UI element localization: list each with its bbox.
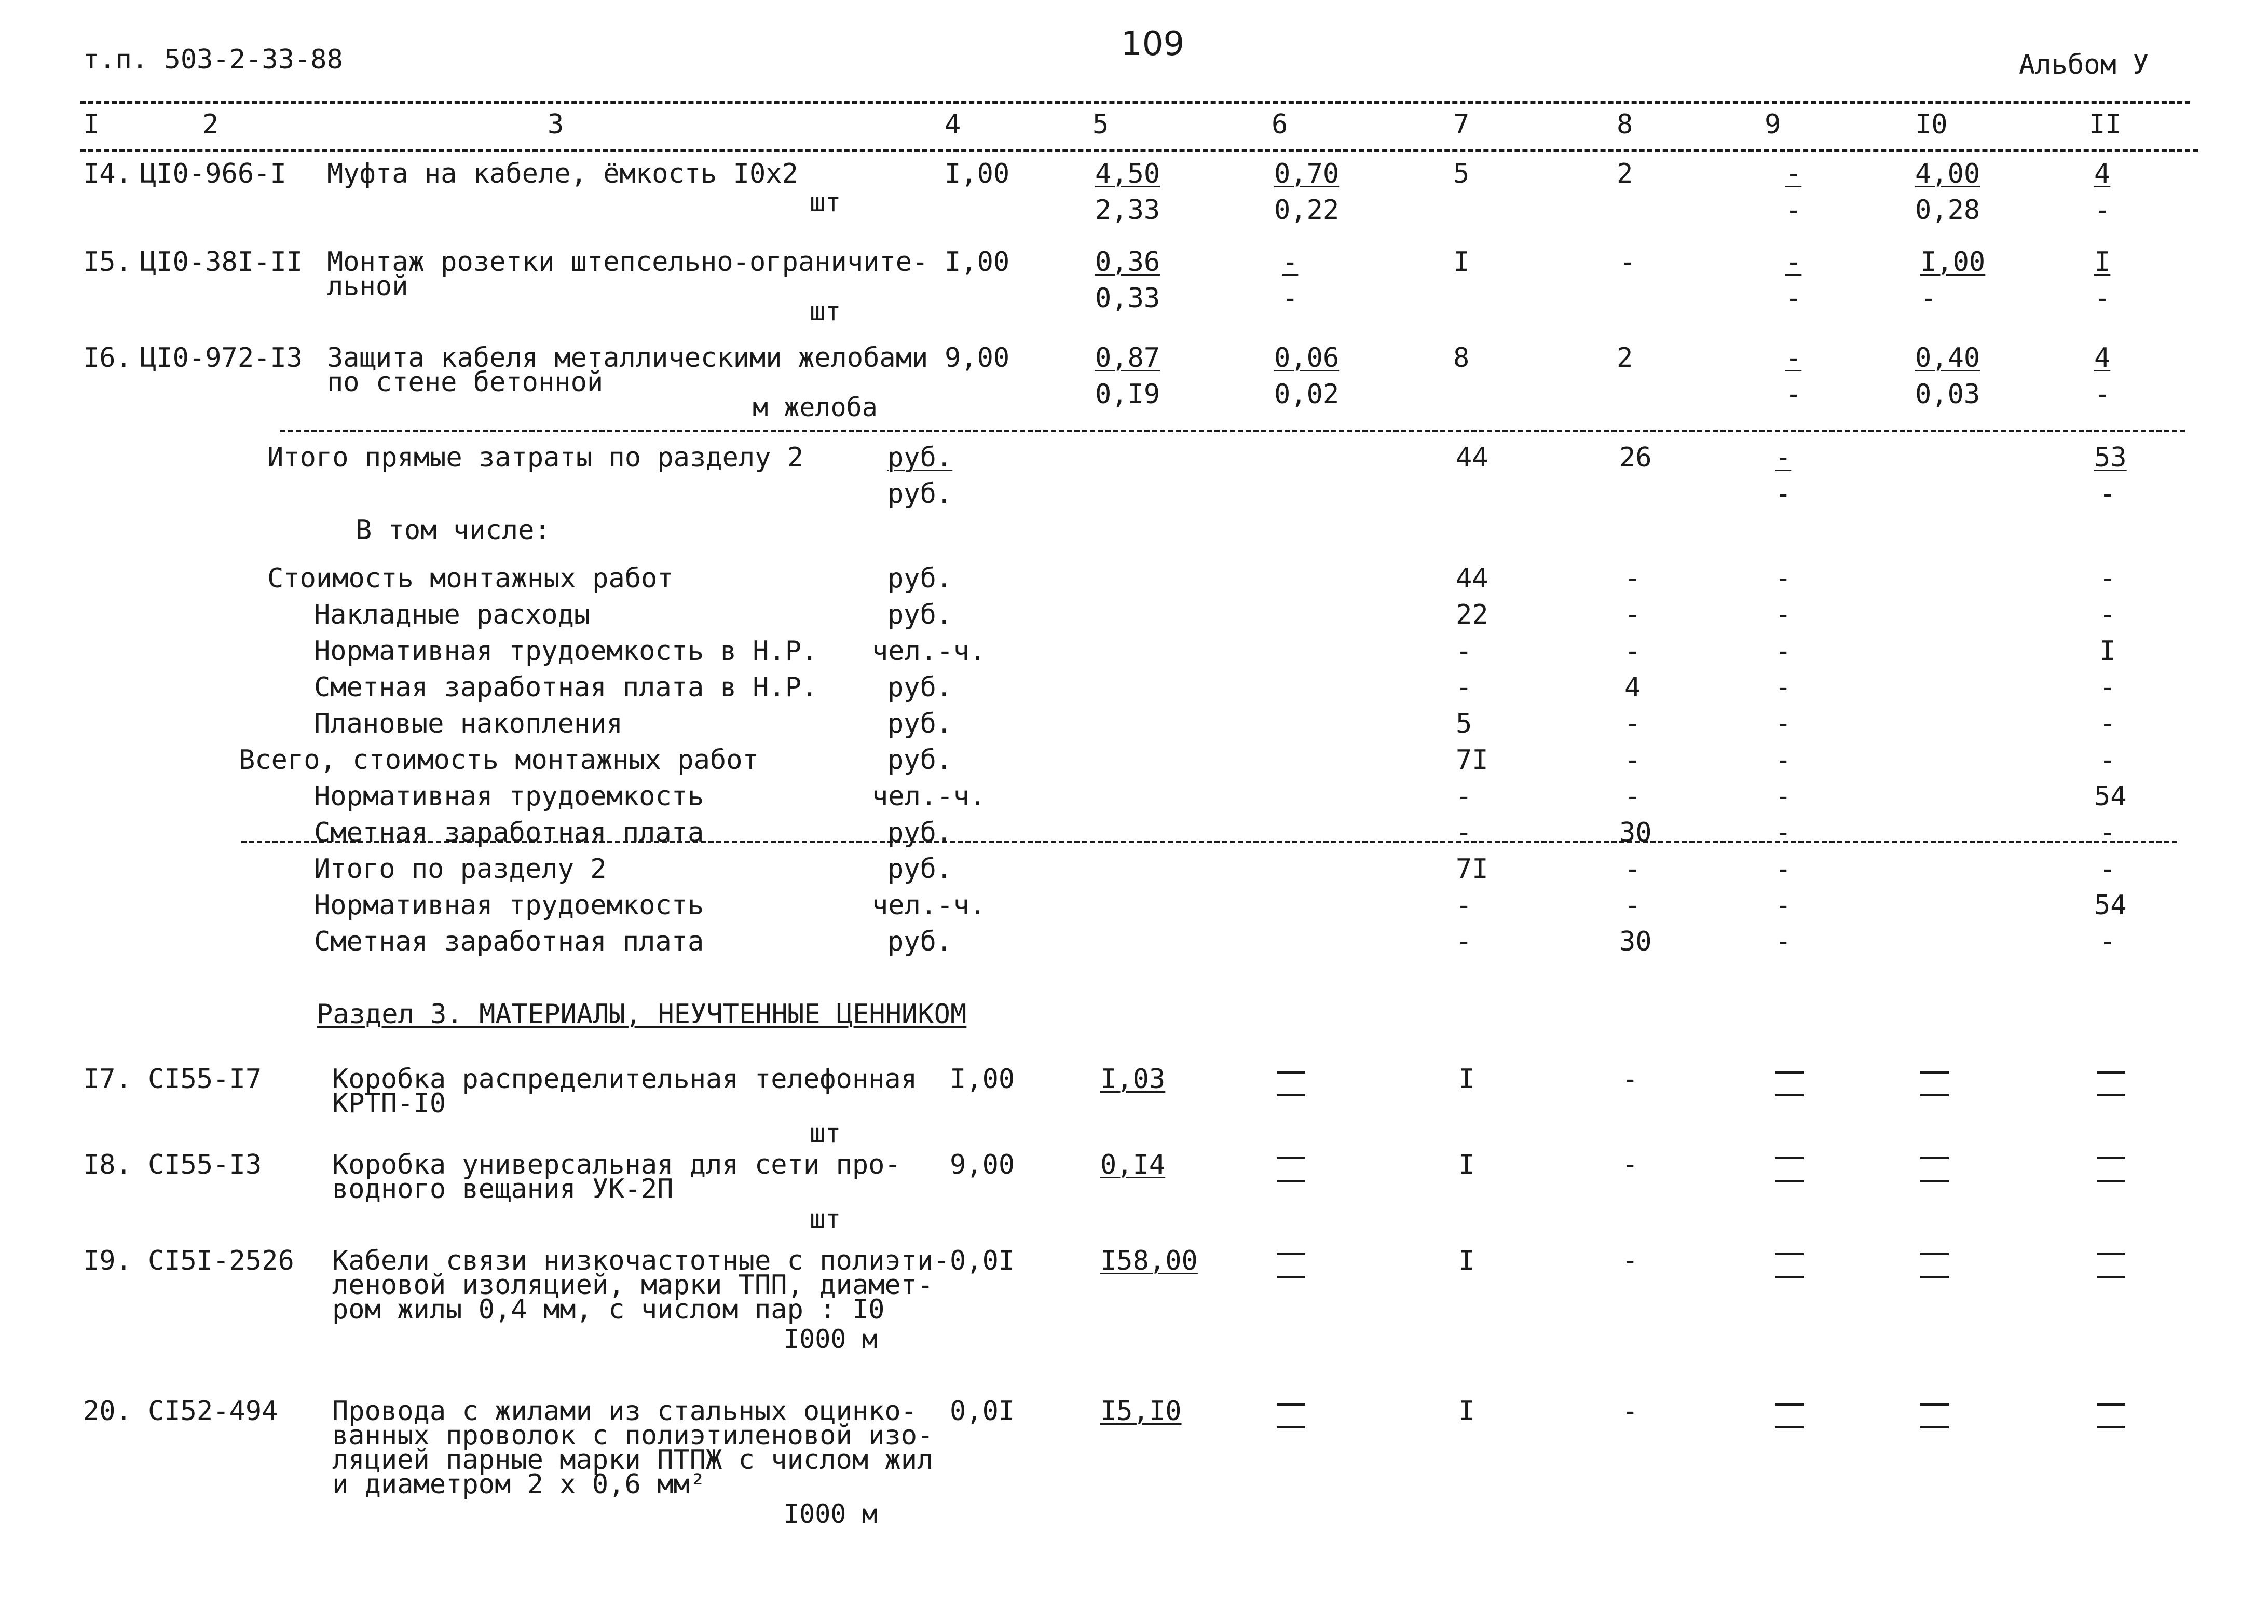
row-unit: I000 м — [784, 1499, 878, 1529]
row-description: и диаметром 2 x 0,6 мм² — [332, 1469, 706, 1500]
dash-mark — [1277, 1157, 1305, 1182]
dash-mark — [1775, 1253, 1804, 1278]
row-description: Кабели связи низкочастотные с полиэти- — [332, 1245, 950, 1276]
row-description: по стене бетонной — [327, 367, 604, 398]
summary-label: Нормативная трудоемкость в Н.Р. — [314, 636, 818, 667]
row-number: I9. — [83, 1245, 132, 1276]
cell-c6a: 0,06 — [1274, 342, 1340, 374]
summary-label: Всего, стоимость монтажных работ — [239, 745, 759, 776]
summary-unit: руб. — [887, 745, 953, 776]
summary-c8: - — [1624, 599, 1641, 630]
section-divider — [280, 430, 2185, 432]
summary-c11: - — [2099, 478, 2116, 510]
summary-unit: руб. — [887, 817, 953, 848]
cell-c5: I58,00 — [1100, 1245, 1198, 1276]
col-8: 8 — [1617, 109, 1633, 140]
row-code: CI55-I7 — [148, 1064, 262, 1095]
row-code: CI5I-2526 — [148, 1245, 294, 1276]
summary-c9: - — [1775, 890, 1792, 921]
dash-mark — [1920, 1157, 1949, 1182]
dash-mark — [2097, 1071, 2125, 1096]
summary-c7: - — [1456, 781, 1472, 812]
summary-c7: 22 — [1456, 599, 1488, 630]
summary-c11: - — [2099, 563, 2116, 594]
summary-c7: - — [1456, 926, 1472, 957]
dash-mark — [1920, 1071, 1949, 1096]
row-description: льной — [327, 271, 408, 302]
row-number: 20. — [83, 1396, 132, 1427]
row-number: I5. — [83, 246, 132, 278]
summary-c7: 44 — [1456, 563, 1488, 594]
dash-mark — [2097, 1253, 2125, 1278]
summary-unit: руб. — [887, 442, 953, 473]
summary-unit: чел.-ч. — [872, 890, 986, 921]
summary-c7: 7I — [1456, 854, 1488, 885]
summary-c11: 53 — [2094, 442, 2127, 473]
summary-c11: 54 — [2094, 781, 2127, 812]
col-6: 6 — [1272, 109, 1288, 140]
summary-unit: руб. — [887, 926, 953, 957]
cell-c9b: - — [1785, 283, 1802, 314]
row-description: леновой изоляцией, марки ТПП, диамет- — [332, 1270, 934, 1301]
summary-unit: руб. — [887, 563, 953, 594]
dash-mark — [1277, 1253, 1305, 1278]
row-unit: шт — [810, 1204, 841, 1234]
summary-c11: I — [2099, 636, 2116, 667]
summary-c7: 5 — [1456, 708, 1472, 739]
cell-c7: I — [1458, 1245, 1475, 1276]
summary-unit: руб. — [887, 672, 953, 703]
summary-c8: - — [1624, 781, 1641, 812]
cell-c9a: - — [1785, 246, 1802, 278]
cell-c11b: - — [2094, 379, 2111, 410]
summary-c8: - — [1624, 708, 1641, 739]
summary-divider — [241, 841, 2177, 843]
cell-c8: - — [1622, 1396, 1638, 1427]
row-number: I6. — [83, 342, 132, 374]
dash-mark — [1775, 1157, 1804, 1182]
dash-mark — [1920, 1403, 1949, 1428]
dash-mark — [1277, 1071, 1305, 1096]
row-code: ЦI0-972-I3 — [140, 342, 303, 374]
summary-c9: - — [1775, 478, 1792, 510]
row-description: водного вещания УК-2П — [332, 1174, 674, 1205]
cell-c8: - — [1622, 1149, 1638, 1180]
row-description: ванных проволок с полиэтиленовой изо- — [332, 1420, 934, 1451]
cell-c5b: 2,33 — [1095, 195, 1160, 226]
summary-c8: - — [1624, 745, 1641, 776]
cell-c4: I,00 — [945, 158, 1010, 189]
summary-unit: чел.-ч. — [872, 636, 986, 667]
summary-label: Сметная заработная плата в Н.Р. — [314, 672, 818, 703]
summary-c7: 7I — [1456, 745, 1488, 776]
cell-c6b: 0,22 — [1274, 195, 1340, 226]
summary-c9: - — [1775, 708, 1792, 739]
cell-c7: 5 — [1453, 158, 1470, 189]
cell-c11b: - — [2094, 195, 2111, 226]
row-code: CI52-494 — [148, 1396, 278, 1427]
summary-c11: - — [2099, 817, 2116, 848]
summary-label: Сметная заработная плата — [314, 817, 704, 848]
summary-label: Накладные расходы — [314, 599, 591, 630]
row-code: ЦI0-966-I — [140, 158, 286, 189]
row-unit: I000 м — [784, 1324, 878, 1354]
section-3-title: Раздел 3. МАТЕРИАЛЫ, НЕУЧТЕННЫЕ ЦЕННИКОМ — [317, 999, 967, 1030]
summary-c7: - — [1456, 817, 1472, 848]
cell-c9a: - — [1785, 158, 1802, 189]
row-description: Провода с жилами из стальных оцинко- — [332, 1396, 918, 1427]
cell-c5b: 0,33 — [1095, 283, 1160, 314]
row-description: Защита кабеля металлическими желобами — [327, 342, 928, 374]
row-description: ром жилы 0,4 мм, с числом пар : I0 — [332, 1294, 885, 1325]
summary-c8: 26 — [1619, 442, 1652, 473]
header-rule-top — [80, 101, 2190, 104]
row-number: I8. — [83, 1149, 132, 1180]
cell-c5a: 0,36 — [1095, 246, 1160, 278]
cell-c11b: - — [2094, 283, 2111, 314]
row-unit: шт — [810, 1118, 841, 1148]
dash-mark — [1775, 1071, 1804, 1096]
summary-c11: 54 — [2094, 890, 2127, 921]
cell-c5: I5,I0 — [1100, 1396, 1182, 1427]
row-code: ЦI0-38I-II — [140, 246, 303, 278]
cell-c7: 8 — [1453, 342, 1470, 374]
cell-c6a: 0,70 — [1274, 158, 1340, 189]
row-description: ляцией парные марки ПТПЖ с числом жил — [332, 1444, 934, 1476]
dash-mark — [1277, 1403, 1305, 1428]
row-unit: шт — [810, 296, 841, 326]
summary-c11: - — [2099, 926, 2116, 957]
cell-c4: I,00 — [945, 246, 1010, 278]
col-10: I0 — [1915, 109, 1948, 140]
summary-unit: руб. — [887, 478, 953, 510]
summary-c9: - — [1775, 854, 1792, 885]
cell-c9b: - — [1785, 195, 1802, 226]
cell-c10a: 0,40 — [1915, 342, 1980, 374]
document-code: т.п. 503-2-33-88 — [83, 44, 343, 75]
row-description: Монтаж розетки штепсельно-ограничите- — [327, 246, 928, 278]
cell-c6a: - — [1282, 246, 1299, 278]
summary-label: Сметная заработная плата — [314, 926, 704, 957]
cell-c5b: 0,I9 — [1095, 379, 1160, 410]
col-5: 5 — [1092, 109, 1109, 140]
row-description: Коробка универсальная для сети про- — [332, 1149, 901, 1180]
summary-c8: 30 — [1619, 817, 1652, 848]
cell-c4: I,00 — [950, 1064, 1015, 1095]
summary-c11: - — [2099, 708, 2116, 739]
summary-c8: - — [1624, 563, 1641, 594]
summary-label: Стоимость монтажных работ — [267, 563, 674, 594]
cell-c5a: 0,87 — [1095, 342, 1160, 374]
summary-label: В том числе: — [356, 515, 551, 546]
summary-c7: 44 — [1456, 442, 1488, 473]
summary-c11: - — [2099, 854, 2116, 885]
cell-c9b: - — [1785, 379, 1802, 410]
summary-c8: 4 — [1624, 672, 1641, 703]
summary-c9: - — [1775, 817, 1792, 848]
cell-c10b: 0,28 — [1915, 195, 1980, 226]
summary-label: Плановые накопления — [314, 708, 623, 739]
summary-c9: - — [1775, 636, 1792, 667]
summary-c8: - — [1624, 636, 1641, 667]
dash-mark — [2097, 1157, 2125, 1182]
cell-c7: I — [1458, 1396, 1475, 1427]
col-4: 4 — [945, 109, 961, 140]
col-2: 2 — [202, 109, 219, 140]
cell-c10b: - — [1920, 283, 1937, 314]
row-description: Муфта на кабеле, ёмкость I0x2 — [327, 158, 798, 189]
summary-c9: - — [1775, 745, 1792, 776]
cell-c9a: - — [1785, 342, 1802, 374]
col-1: I — [83, 109, 100, 140]
summary-label: Нормативная трудоемкость — [314, 890, 704, 921]
row-description: Коробка распределительная телефонная — [332, 1064, 918, 1095]
cell-c7: I — [1458, 1064, 1475, 1095]
cell-c4: 0,0I — [950, 1245, 1015, 1276]
summary-c8: - — [1624, 890, 1641, 921]
summary-c9: - — [1775, 563, 1792, 594]
summary-c7: - — [1456, 636, 1472, 667]
cell-c8: 2 — [1617, 342, 1633, 374]
cell-c7: I — [1453, 246, 1470, 278]
cell-c10a: 4,00 — [1915, 158, 1980, 189]
cell-c4: 0,0I — [950, 1396, 1015, 1427]
dash-mark — [1920, 1253, 1949, 1278]
cell-c11a: 4 — [2094, 158, 2111, 189]
summary-c11: - — [2099, 745, 2116, 776]
album-label: Альбом У — [2019, 49, 2149, 80]
cell-c5a: 4,50 — [1095, 158, 1160, 189]
summary-c11: - — [2099, 599, 2116, 630]
col-9: 9 — [1765, 109, 1781, 140]
cell-c8: - — [1622, 1064, 1638, 1095]
cell-c6b: 0,02 — [1274, 379, 1340, 410]
cell-c10a: I,00 — [1920, 246, 1986, 278]
cell-c8: - — [1619, 246, 1636, 278]
summary-c9: - — [1775, 926, 1792, 957]
summary-c9: - — [1775, 599, 1792, 630]
dash-mark — [1775, 1403, 1804, 1428]
dash-mark — [2097, 1403, 2125, 1428]
summary-unit: руб. — [887, 854, 953, 885]
summary-unit: руб. — [887, 708, 953, 739]
cell-c6b: - — [1282, 283, 1299, 314]
summary-c7: - — [1456, 890, 1472, 921]
summary-c8: 30 — [1619, 926, 1652, 957]
summary-label: Итого прямые затраты по разделу 2 — [267, 442, 804, 473]
cell-c10b: 0,03 — [1915, 379, 1980, 410]
cell-c4: 9,00 — [950, 1149, 1015, 1180]
summary-c9: - — [1775, 672, 1792, 703]
row-code: CI55-I3 — [148, 1149, 262, 1180]
summary-unit: руб. — [887, 599, 953, 630]
cell-c11a: 4 — [2094, 342, 2111, 374]
summary-c7: - — [1456, 672, 1472, 703]
summary-label: Итого по разделу 2 — [314, 854, 607, 885]
cell-c11a: I — [2094, 246, 2111, 278]
col-7: 7 — [1453, 109, 1470, 140]
summary-c11: - — [2099, 672, 2116, 703]
row-unit: м желоба — [753, 392, 878, 422]
cell-c8: 2 — [1617, 158, 1633, 189]
cell-c7: I — [1458, 1149, 1475, 1180]
col-11: II — [2089, 109, 2122, 140]
page-number: 109 — [1121, 25, 1185, 63]
cell-c5: I,03 — [1100, 1064, 1166, 1095]
cell-c4: 9,00 — [945, 342, 1010, 374]
row-number: I4. — [83, 158, 132, 189]
row-unit: шт — [810, 187, 841, 217]
row-description: КРТП-I0 — [332, 1088, 446, 1119]
header-rule-bottom — [80, 149, 2198, 152]
summary-label: Нормативная трудоемкость — [314, 781, 704, 812]
col-3: 3 — [548, 109, 564, 140]
cell-c5: 0,I4 — [1100, 1149, 1166, 1180]
summary-c8: - — [1624, 854, 1641, 885]
summary-unit: чел.-ч. — [872, 781, 986, 812]
summary-c9: - — [1775, 781, 1792, 812]
cell-c8: - — [1622, 1245, 1638, 1276]
row-number: I7. — [83, 1064, 132, 1095]
summary-c9: - — [1775, 442, 1792, 473]
